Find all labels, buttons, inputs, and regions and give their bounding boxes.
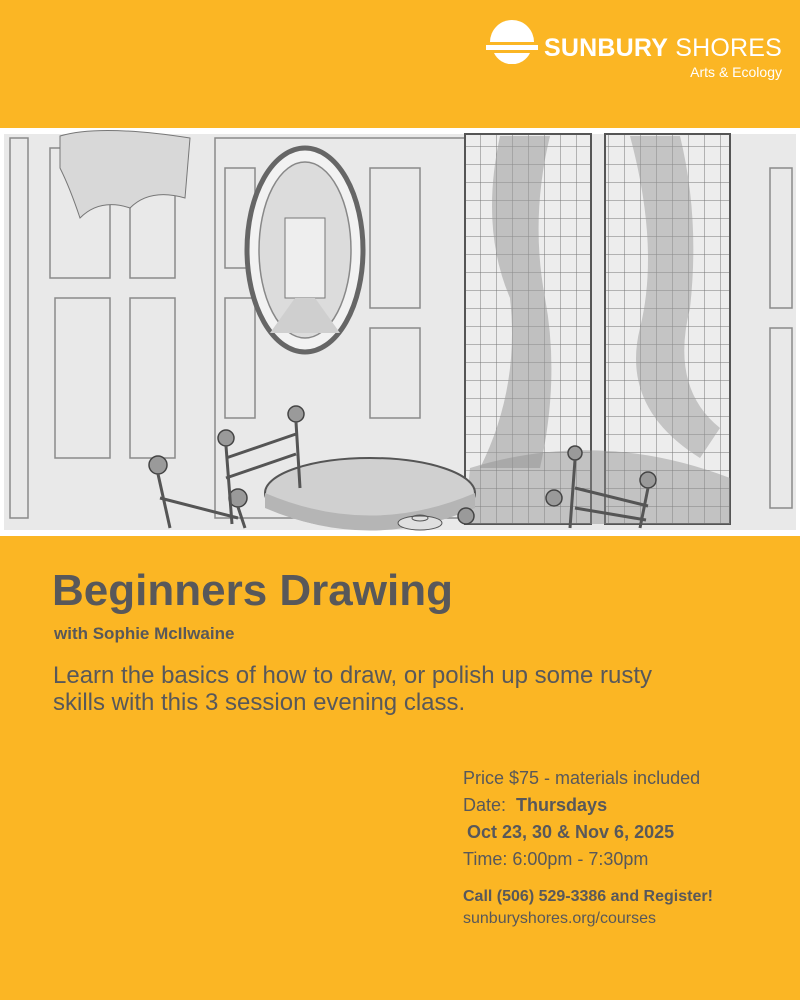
courses-url: sunburyshores.org/courses: [463, 910, 656, 927]
course-price: Price $75 - materials included: [463, 768, 701, 788]
course-details: [463, 765, 783, 928]
brand-logo: [482, 18, 782, 88]
date-label: Date:: [463, 795, 507, 815]
course-date-row: [463, 792, 783, 819]
brand-name-light: SHORES: [675, 34, 783, 62]
pencil-drawing-illustration: [0, 128, 800, 536]
course-time: Time: 6:00pm - 7:30pm: [463, 849, 649, 869]
register-call: Call (506) 529-3386 and Register!: [463, 888, 713, 905]
brand-name-bold: SUNBURY: [544, 34, 669, 62]
course-instructor: with Sophie McIlwaine: [54, 624, 235, 643]
brand-tagline: Arts & Ecology: [690, 64, 782, 80]
date-day: Thursdays: [516, 795, 608, 815]
sun-logo-icon: [484, 20, 540, 64]
course-title: Beginners Drawing: [52, 566, 453, 615]
course-description: Learn the basics of how to draw, or polish up some rusty skills with this 3 session evening class.: [53, 662, 652, 716]
brand-name: [544, 34, 782, 62]
course-dates: Oct 23, 30 & Nov 6, 2025: [467, 822, 675, 842]
